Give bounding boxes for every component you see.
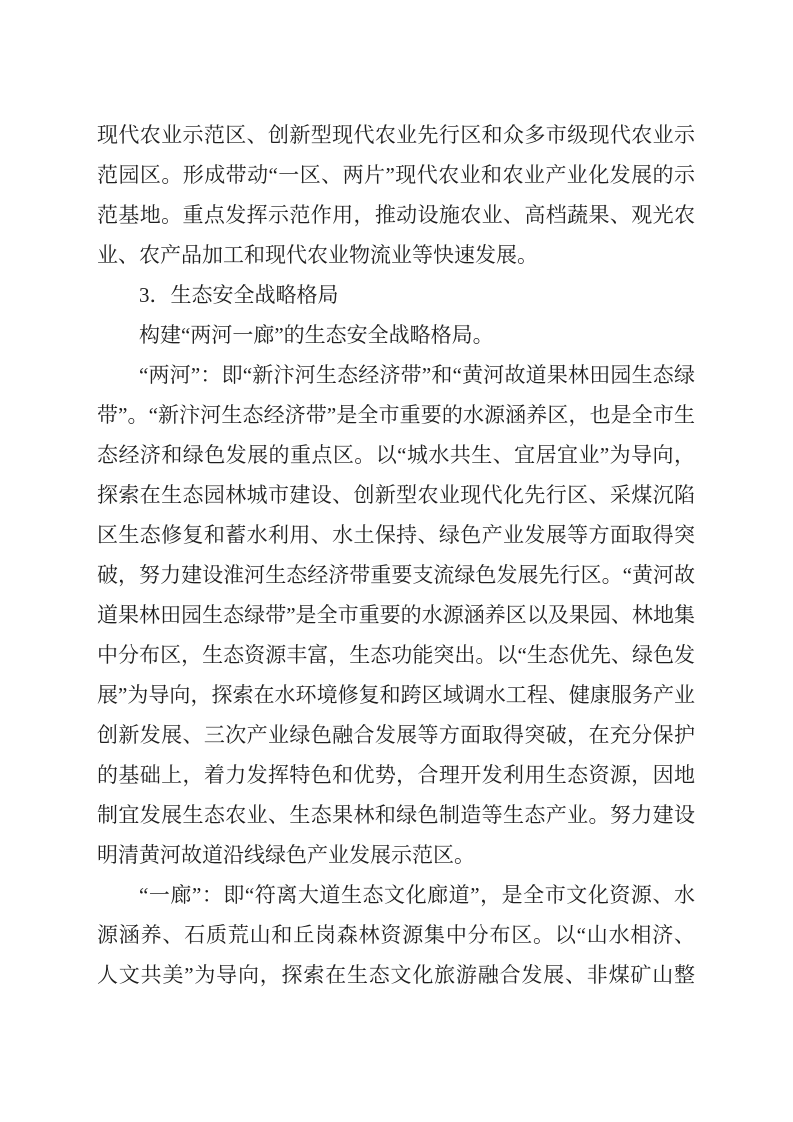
text-line: 道果林田园生态绿带”是全市重要的水源涵养区以及果园、林地集 <box>97 603 695 627</box>
text-line: 业、农产品加工和现代农业物流业等快速发展。 <box>97 243 538 267</box>
text-line: 构建“两河一廊”的生态安全战略格局。 <box>139 323 494 347</box>
document-body <box>97 115 695 995</box>
text-line: 创新发展、三次产业绿色融合发展等方面取得突破，在充分保护 <box>97 723 695 747</box>
text-line: 明清黄河故道沿线绿色产业发展示范区。 <box>97 843 475 867</box>
text-line: “一廊”：即“符离大道生态文化廊道”，是全市文化资源、水 <box>139 883 695 907</box>
text-line: 范园区。形成带动“一区、两片”现代农业和农业产业化发展的示 <box>97 163 695 187</box>
text-line: 展”为导向，探索在水环境修复和跨区域调水工程、健康服务产业 <box>97 683 695 707</box>
text-line: 现代农业示范区、创新型现代农业先行区和众多市级现代农业示 <box>97 123 695 147</box>
text-line: 区生态修复和蓄水利用、水土保持、绿色产业发展等方面取得突 <box>97 523 695 547</box>
text-line: 制宜发展生态农业、生态果林和绿色制造等生态产业。努力建设 <box>97 803 695 827</box>
text-line: 态经济和绿色发展的重点区。以“城水共生、宜居宜业”为导向， <box>97 443 695 467</box>
text-line: 人文共美”为导向，探索在生态文化旅游融合发展、非煤矿山整 <box>97 963 695 987</box>
text-line: 范基地。重点发挥示范作用，推动设施农业、高档蔬果、观光农 <box>97 203 695 227</box>
text-line: 带”。“新汴河生态经济带”是全市重要的水源涵养区，也是全市生 <box>97 403 695 427</box>
text-line: 的基础上，着力发挥特色和优势，合理开发利用生态资源，因地 <box>97 763 695 787</box>
text-line: 中分布区，生态资源丰富，生态功能突出。以“生态优先、绿色发 <box>97 643 695 667</box>
text-line: 源涵养、石质荒山和丘岗森林资源集中分布区。以“山水相济、 <box>97 923 695 947</box>
text-line: “两河”：即“新汴河生态经济带”和“黄河故道果林田园生态绿 <box>139 363 695 387</box>
text-line: 探索在生态园林城市建设、创新型农业现代化先行区、采煤沉陷 <box>97 483 695 507</box>
text-line: 破，努力建设淮河生态经济带重要支流绿色发展先行区。“黄河故 <box>97 563 695 587</box>
section-heading: 3．生态安全战略格局 <box>139 283 339 307</box>
